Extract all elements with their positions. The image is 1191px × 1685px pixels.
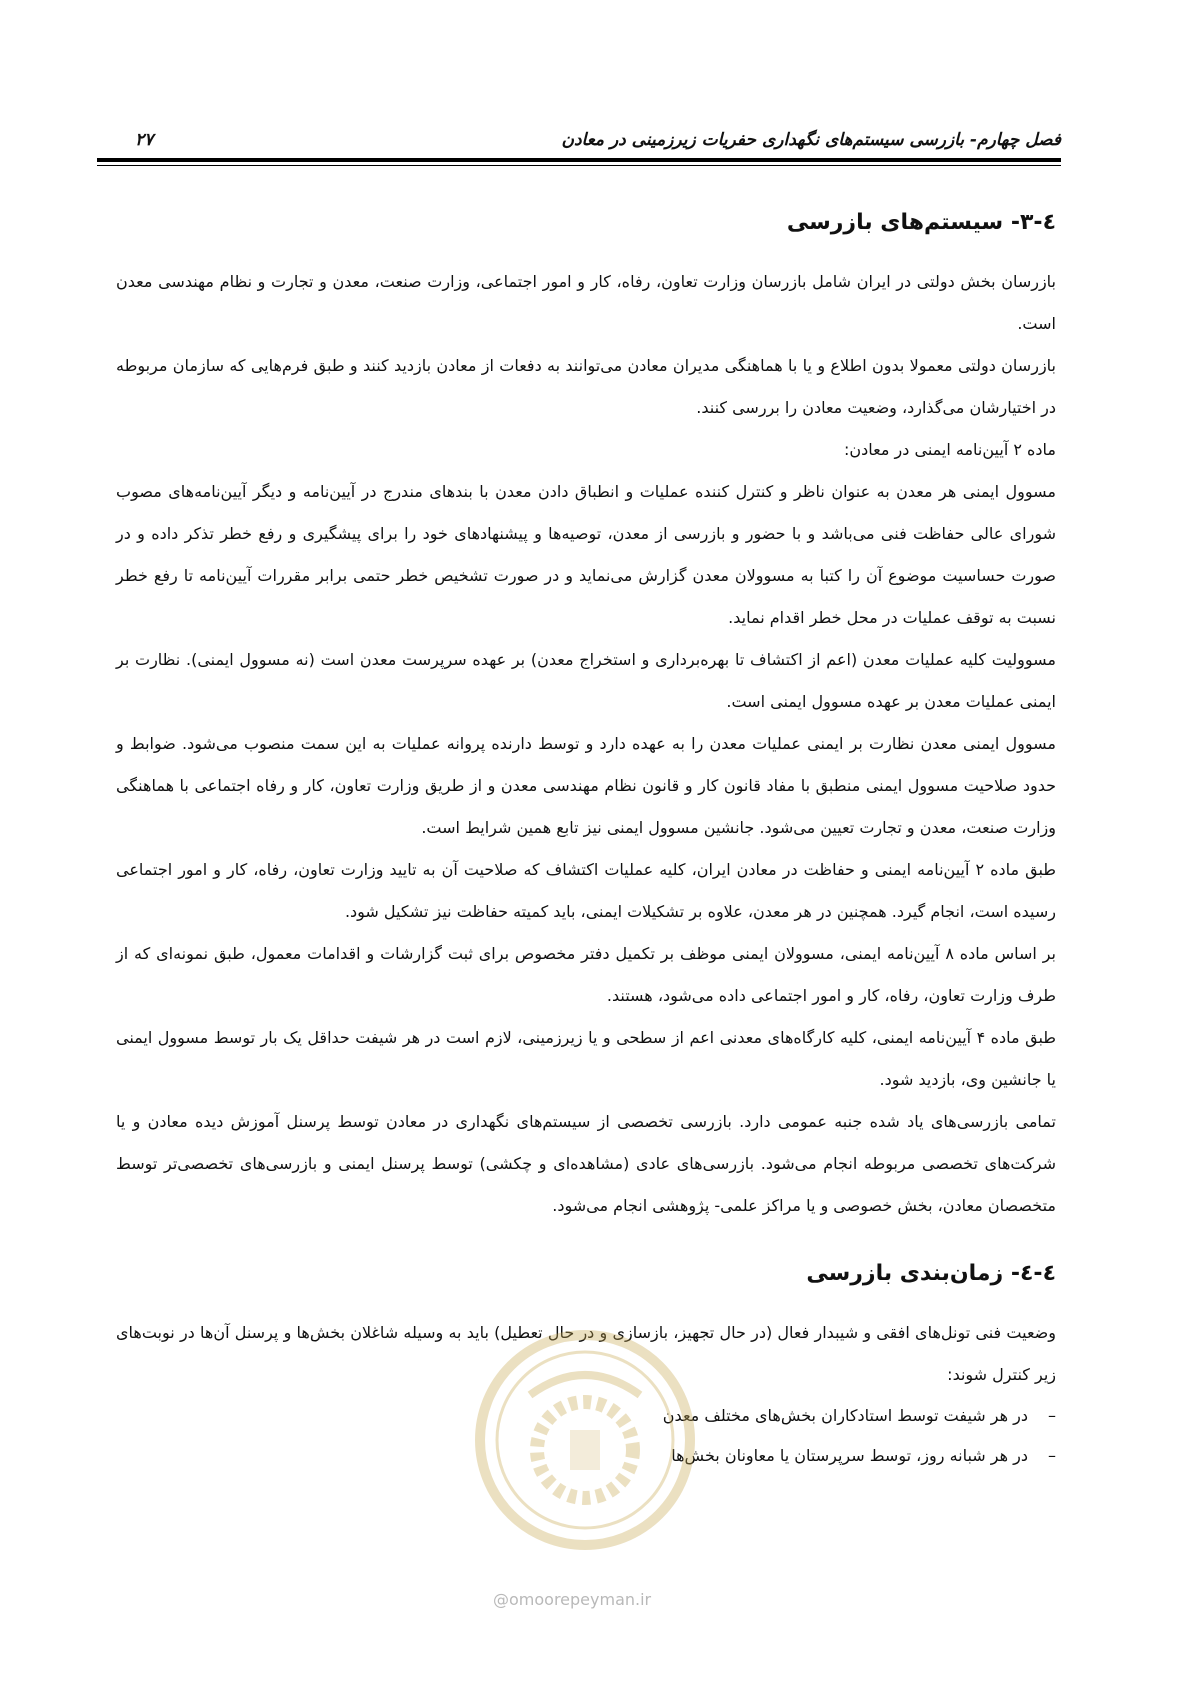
paragraph: تمامی بازرسی‌های یاد شده جنبه عمومی دارد. بازرسی تخصصی از سیستم‌های نگهداری در معادن توسط پرسنل آموزش دیده معادن و یا شرکت‌های تخصصی مربوطه انجام می‌شود. بازرسی‌های عادی (مشاهده‌ای و چکشی) توسط پرسنل ایمنی و بازرسی‌های تخصصی‌تر توسط متخصصان معادن، بخش خصوصی و یا مراکز علمی- پژوهشی انجام می‌شود.: [116, 1112, 1056, 1215]
paragraph: بر اساس ماده ۸ آیین‌نامه ایمنی، مسوولان ایمنی موظف بر تکمیل دفتر مخصوص برای ثبت گزارشات و اقدامات معمول، طبق نمونه‌ای که از طرف وزارت تعاون، رفاه، کار و امور اجتماعی داده می‌شود، هستند.: [116, 944, 1057, 1005]
header-title: فصل چهارم- بازرسی سیستم‌های نگهداری حفریات زیرزمینی در معادن: [561, 130, 1061, 150]
header-rule-thin: [97, 165, 1061, 166]
seal-watermark-icon: [470, 1325, 700, 1555]
paragraph: مسوول ایمنی معدن نظارت بر ایمنی عملیات معدن را به عهده دارد و توسط دارنده پروانه عملیات به این سمت منصوب می‌شود. ضوابط و حدود صلاحیت مسوول ایمنی منطبق با مفاد قانون کار و قانون نظام مهندسی معدن و از طریق وزارت تعاون، کار و رفاه اجتماعی با هماهنگی وزارت صنعت، معدن و تجارت تعیین می‌شود. جانشین مسوول ایمنی نیز تابع همین شرایط است.: [116, 734, 1056, 837]
running-header: [97, 128, 1061, 156]
paragraph: ماده ۲ آیین‌نامه ایمنی در معادن:: [844, 440, 1056, 459]
section-heading-4-3: ٤-٣- سیستم‌های بازرسی: [786, 210, 1056, 235]
section-heading-4-4: ٤-٤- زمان‌بندی بازرسی: [806, 1261, 1056, 1286]
header-rule-thick: [97, 158, 1061, 162]
dash-bullet: –: [1048, 1446, 1056, 1465]
page-number: ۲۷: [135, 130, 154, 150]
paragraph: طبق ماده ۴ آیین‌نامه ایمنی، کلیه کارگاه‌های معدنی اعم از سطحی و یا زیرزمینی، لازم است در هر شیفت حداقل یک بار توسط مسوول ایمنی یا جانشین وی، بازدید شود.: [116, 1028, 1057, 1089]
paragraph: مسوول ایمنی هر معدن به عنوان ناظر و کنترل کننده عملیات و انطباق دادن معدن با بندهای مندرج در آیین‌نامه و دیگر آیین‌نامه‌های مصوب شورای عالی حفاظت فنی می‌باشد و با حضور و بازرسی از معدن، توصیه‌ها و پیشنهادهای خود را برای پیشگیری و رفع خطر تذکر داده و در صورت حساسیت موضوع آن را کتبا به مسوولان معدن گزارش می‌نماید و در صورت تشخیص خطر حتمی برابر مقررات آیین‌نامه تا رفع خطر نسبت به توقف عملیات در محل خطر اقدام نماید.: [116, 482, 1056, 627]
dash-bullet: –: [1048, 1406, 1056, 1425]
watermark-text: @omoorepeyman.ir: [493, 1590, 652, 1609]
list-item-text: در هر شبانه روز، توسط سرپرستان یا معاونان بخش‌ها: [671, 1446, 1028, 1465]
paragraph: بازرسان دولتی معمولا بدون اطلاع و یا با هماهنگی مدیران معادن می‌توانند به دفعات از معادن بازدید کنند و طبق فرم‌هایی که سازمان مربوطه در اختیارشان می‌گذارد، وضعیت معادن را بررسی کنند.: [116, 356, 1056, 417]
paragraph: وضعیت فنی تونل‌های افقی و شیبدار فعال (در حال تجهیز، بازسازی و در حال تعطیل) باید به وسیله شاغلان بخش‌ها و پرسنل آن‌ها در نوبت‌های زیر کنترل شوند:: [116, 1323, 1056, 1384]
body-content: [116, 210, 1056, 1476]
paragraph: بازرسان بخش دولتی در ایران شامل بازرسان وزارت تعاون، رفاه، کار و امور اجتماعی، وزارت صنعت، معدن و تجارت و نظام مهندسی معدن است.: [116, 272, 1056, 333]
paragraph: مسوولیت کلیه عملیات معدن (اعم از اکتشاف تا بهره‌برداری و استخراج معدن) بر عهده سرپرست معدن است (نه مسوول ایمنی). نظارت بر ایمنی عملیات معدن بر عهده مسوول ایمنی است.: [116, 650, 1056, 711]
paragraph: طبق ماده ۲ آیین‌نامه ایمنی و حفاظت در معادن ایران، کلیه عملیات اکتشاف که صلاحیت آن به تایید وزارت تعاون، رفاه، کار و امور اجتماعی رسیده است، انجام گیرد. همچنین در هر معدن، علاوه بر تشکیلات ایمنی، باید کمیته حفاظت نیز تشکیل شود.: [116, 860, 1056, 921]
list-item-text: در هر شیفت توسط استادکاران بخش‌های مختلف معدن: [662, 1406, 1028, 1425]
